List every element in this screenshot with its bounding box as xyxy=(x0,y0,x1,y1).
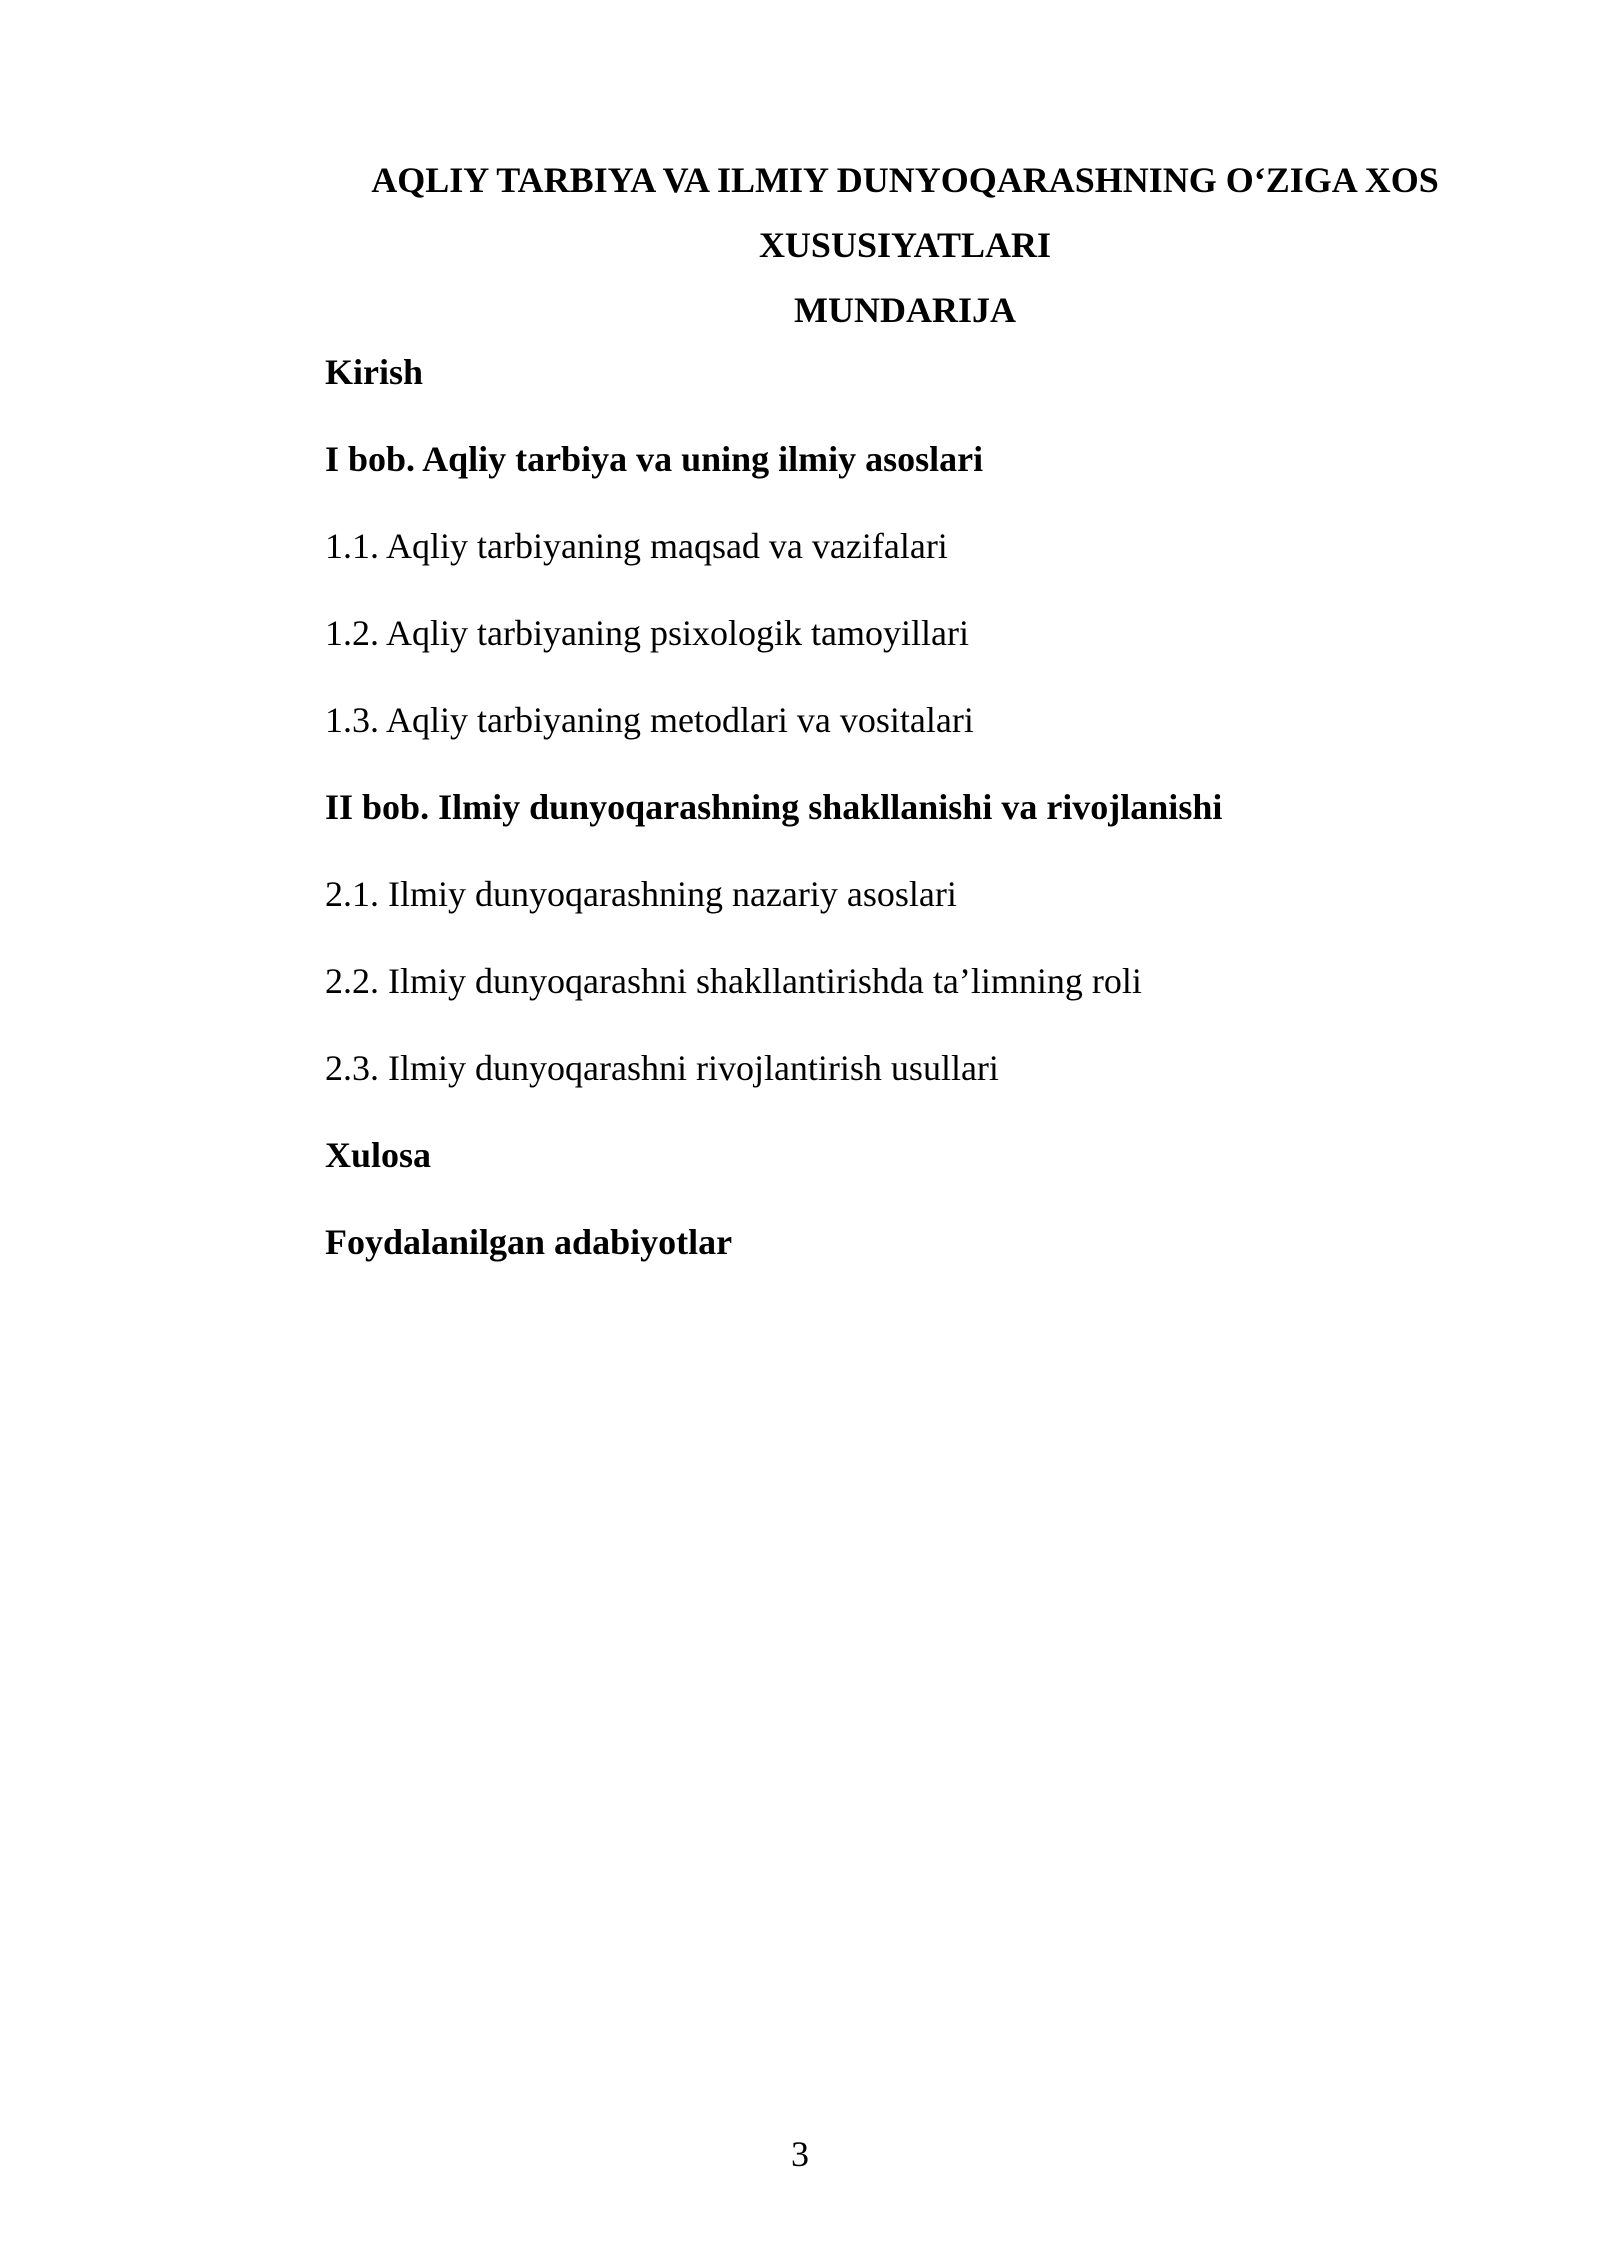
toc-item-section-2-2: 2.2. Ilmiy dunyoqarashni shakllantirishda ta’limning roli xyxy=(325,961,1142,1001)
toc-item-chapter-1: I bob. Aqliy tarbiya va uning ilmiy asoslari xyxy=(325,439,984,479)
toc-item-section-2-1: 2.1. Ilmiy dunyoqarashning nazariy asoslari xyxy=(325,874,957,914)
document-title xyxy=(325,148,1485,278)
toc-item-conclusion: Xulosa xyxy=(325,1135,432,1175)
table-of-contents xyxy=(325,340,1485,1297)
toc-item-references: Foydalanilgan adabiyotlar xyxy=(325,1222,733,1262)
toc-heading: MUNDARIJA xyxy=(794,290,1016,330)
title-line-2: XUSUSIYATLARI xyxy=(758,225,1052,265)
toc-item-introduction: Kirish xyxy=(325,352,424,392)
toc-item-section-1-3: 1.3. Aqliy tarbiyaning metodlari va vositalari xyxy=(325,700,974,740)
page-number: 3 xyxy=(791,2134,809,2174)
toc-item-section-1-1: 1.1. Aqliy tarbiyaning maqsad va vazifalari xyxy=(325,526,948,566)
toc-item-chapter-2: II bob. Ilmiy dunyoqarashning shakllanishi va rivojlanishi xyxy=(325,787,1223,827)
toc-item-section-1-2: 1.2. Aqliy tarbiyaning psixologik tamoyillari xyxy=(325,613,969,653)
title-line-1: AQLIY TARBIYA VA ILMIY DUNYOQARASHNING O‘ZIGA XOS xyxy=(371,160,1439,200)
toc-item-section-2-3: 2.3. Ilmiy dunyoqarashni rivojlantirish usullari xyxy=(325,1048,999,1088)
